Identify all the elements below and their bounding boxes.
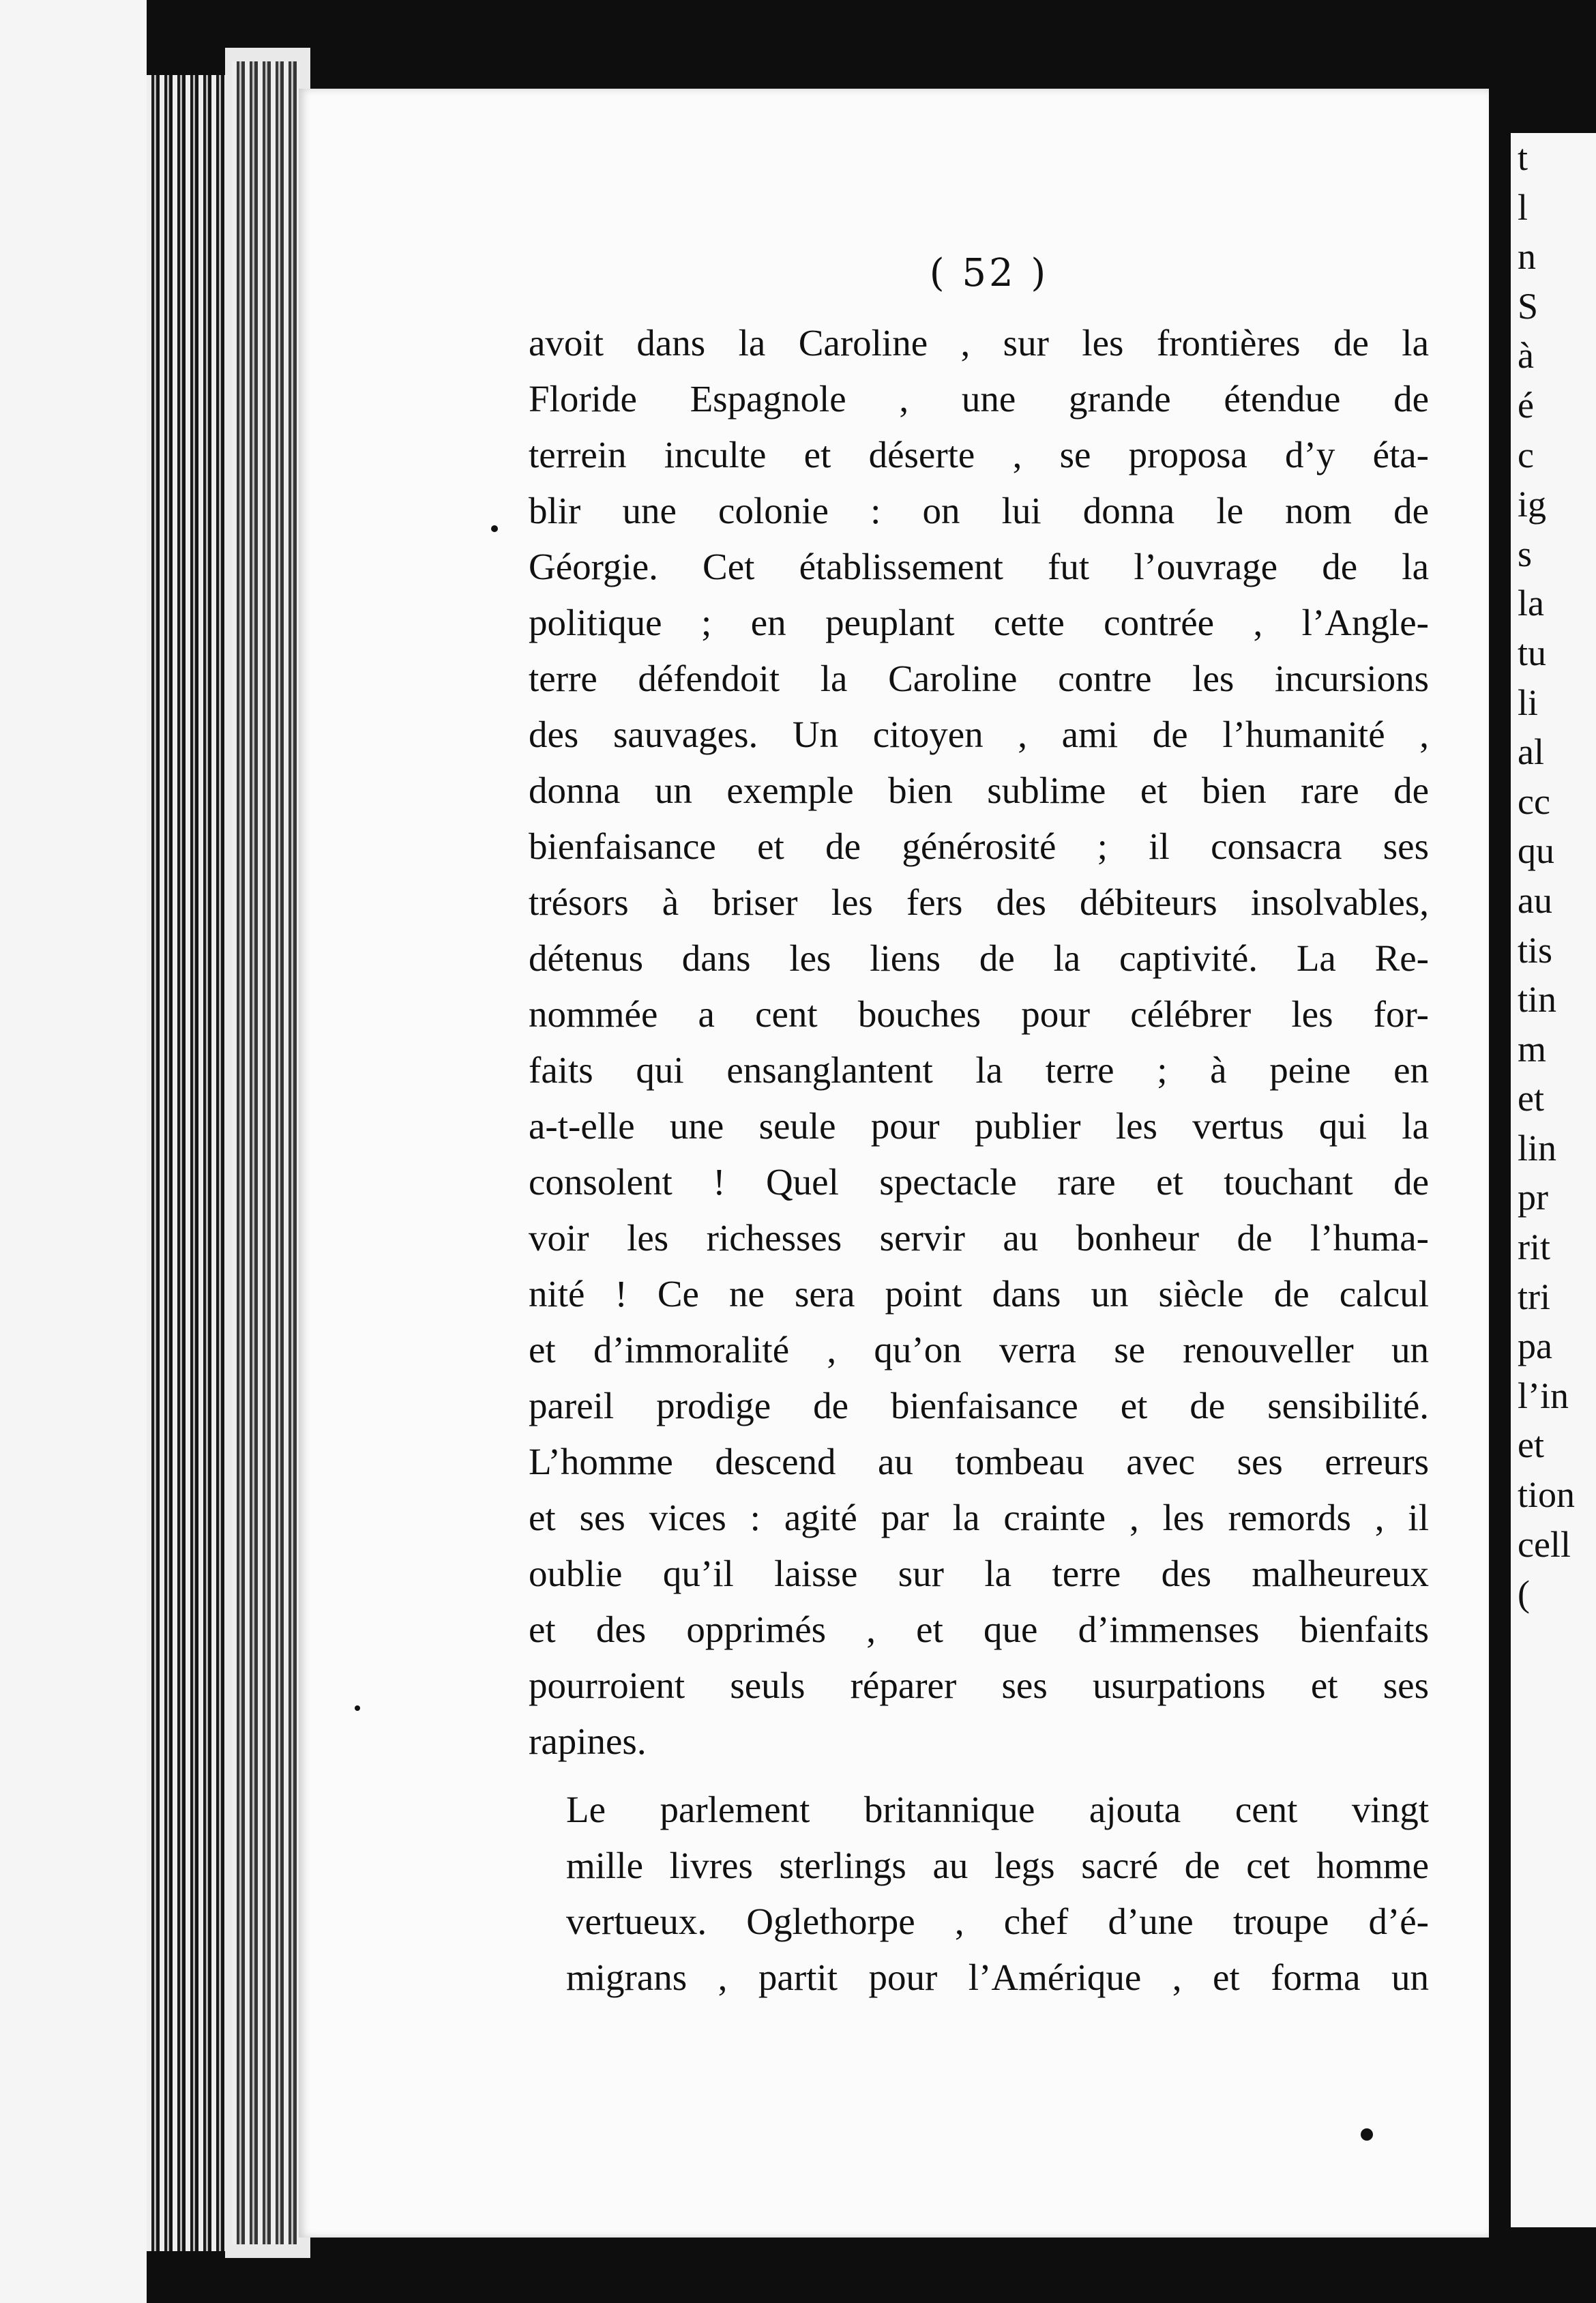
text-line: rapines.	[529, 1720, 647, 1762]
text-line: migrans , partit pour l’Amérique , et forma un	[566, 1956, 1429, 1998]
facing-page-fragment-line: ig	[1518, 484, 1547, 525]
text-line: nommée a cent bouches pour célébrer les for-	[529, 993, 1429, 1035]
text-line: terre défendoit la Caroline contre les incursions	[529, 658, 1429, 699]
facing-page-fragment-line: cell	[1518, 1523, 1571, 1565]
facing-page-fragment-line: tri	[1518, 1276, 1550, 1317]
left-margin-paper	[0, 0, 147, 2303]
ink-speck	[1361, 2128, 1373, 2141]
text-line: pourroient seuls réparer ses usurpations et ses	[529, 1664, 1429, 1706]
facing-page-fragment-line: pr	[1518, 1177, 1548, 1218]
facing-page-fragment-line: al	[1518, 731, 1544, 773]
text-line: donna un exemple bien sublime et bien rare de	[529, 769, 1429, 811]
facing-page-fragment-line: tin	[1518, 979, 1557, 1021]
text-line: terrein inculte et déserte , se proposa d’y éta-	[529, 434, 1429, 475]
facing-page-fragment-line: m	[1518, 1028, 1547, 1070]
text-line: et ses vices : agité par la crainte , les remords , il	[529, 1497, 1429, 1538]
text-line: faits qui ensanglantent la terre ; à peine en	[529, 1049, 1429, 1091]
text-line: mille livres sterlings au legs sacré de cet homme	[566, 1845, 1429, 1886]
facing-page-fragment-line: n	[1518, 236, 1536, 278]
text-line: bienfaisance et de générosité ; il consacra ses	[529, 825, 1429, 867]
facing-page-fragment-line: rit	[1518, 1227, 1550, 1268]
text-line: détenus dans les liens de la captivité. La Re-	[529, 937, 1429, 979]
facing-page-fragment-line: qu	[1518, 830, 1554, 872]
facing-page-fragment-line: et	[1518, 1078, 1544, 1119]
facing-page-fragment-line: et	[1518, 1424, 1544, 1466]
text-line: des sauvages. Un citoyen , ami de l’humanité ,	[529, 714, 1429, 755]
text-line: pareil prodige de bienfaisance et de sensibilité.	[529, 1385, 1429, 1426]
facing-page-fragment-line: cc	[1518, 780, 1550, 822]
page-edges-inner	[232, 61, 300, 2244]
facing-page-fragment-line: lin	[1518, 1127, 1557, 1169]
text-line: et d’immoralité , qu’on verra se renouveller un	[529, 1329, 1429, 1370]
text-line: L’homme descend au tombeau avec ses erreurs	[529, 1441, 1429, 1482]
facing-page-fragment-line: tu	[1518, 632, 1547, 673]
text-line: oublie qu’il laisse sur la terre des malheureux	[529, 1553, 1429, 1594]
facing-page-fragment-line: tis	[1518, 929, 1553, 971]
text-line: a-t-elle une seule pour publier les vertus qui la	[529, 1105, 1429, 1147]
text-line: vertueux. Oglethorpe , chef d’une troupe d’é-	[566, 1901, 1429, 1942]
paragraph-1	[529, 315, 1429, 1770]
text-line: avoit dans la Caroline , sur les frontières de la	[529, 322, 1429, 364]
facing-page-fragment	[1511, 133, 1596, 2227]
text-line: Floride Espagnole , une grande étendue de	[529, 378, 1429, 420]
facing-page-fragment-line: l	[1518, 186, 1528, 228]
facing-page-fragment-line: é	[1518, 384, 1534, 426]
ink-speck	[355, 1705, 360, 1711]
page-number: ( 52 )	[929, 251, 1049, 295]
text-line: Géorgie. Cet établissement fut l’ouvrage de la	[529, 546, 1429, 587]
facing-page-fragment-line: s	[1518, 533, 1533, 574]
text-line: trésors à briser les fers des débiteurs insolvables,	[529, 881, 1429, 923]
paragraph-2	[529, 1782, 1429, 2006]
facing-page-fragment-line: c	[1518, 434, 1534, 475]
facing-page-fragment-line: l’in	[1518, 1375, 1569, 1416]
facing-page-fragment-line: tion	[1518, 1474, 1576, 1516]
text-line: nité ! Ce ne sera point dans un siècle de calcul	[529, 1273, 1429, 1315]
text-line: blir une colonie : on lui donna le nom de	[529, 490, 1429, 531]
text-line: et des opprimés , et que d’immenses bienfaits	[529, 1609, 1429, 1650]
facing-page-fragment-line: à	[1518, 335, 1534, 377]
text-line: voir les richesses servir au bonheur de l’huma-	[529, 1217, 1429, 1259]
ink-speck	[491, 525, 498, 532]
facing-page-fragment-line: t	[1518, 137, 1528, 178]
facing-page-fragment-line: la	[1518, 583, 1544, 624]
page-body	[529, 315, 1429, 2006]
facing-page-fragment-line: au	[1518, 879, 1552, 921]
facing-page-fragment-line: pa	[1518, 1325, 1552, 1367]
text-line: consolent ! Quel spectacle rare et touchant de	[529, 1161, 1429, 1203]
text-line: Le parlement britannique ajouta cent vingt	[566, 1789, 1429, 1830]
facing-page-fragment-line: (	[1518, 1573, 1530, 1615]
text-line: politique ; en peuplant cette contrée , l’Angle-	[529, 602, 1429, 643]
facing-page-fragment-line: li	[1518, 681, 1539, 723]
facing-page-fragment-line: S	[1518, 285, 1539, 327]
